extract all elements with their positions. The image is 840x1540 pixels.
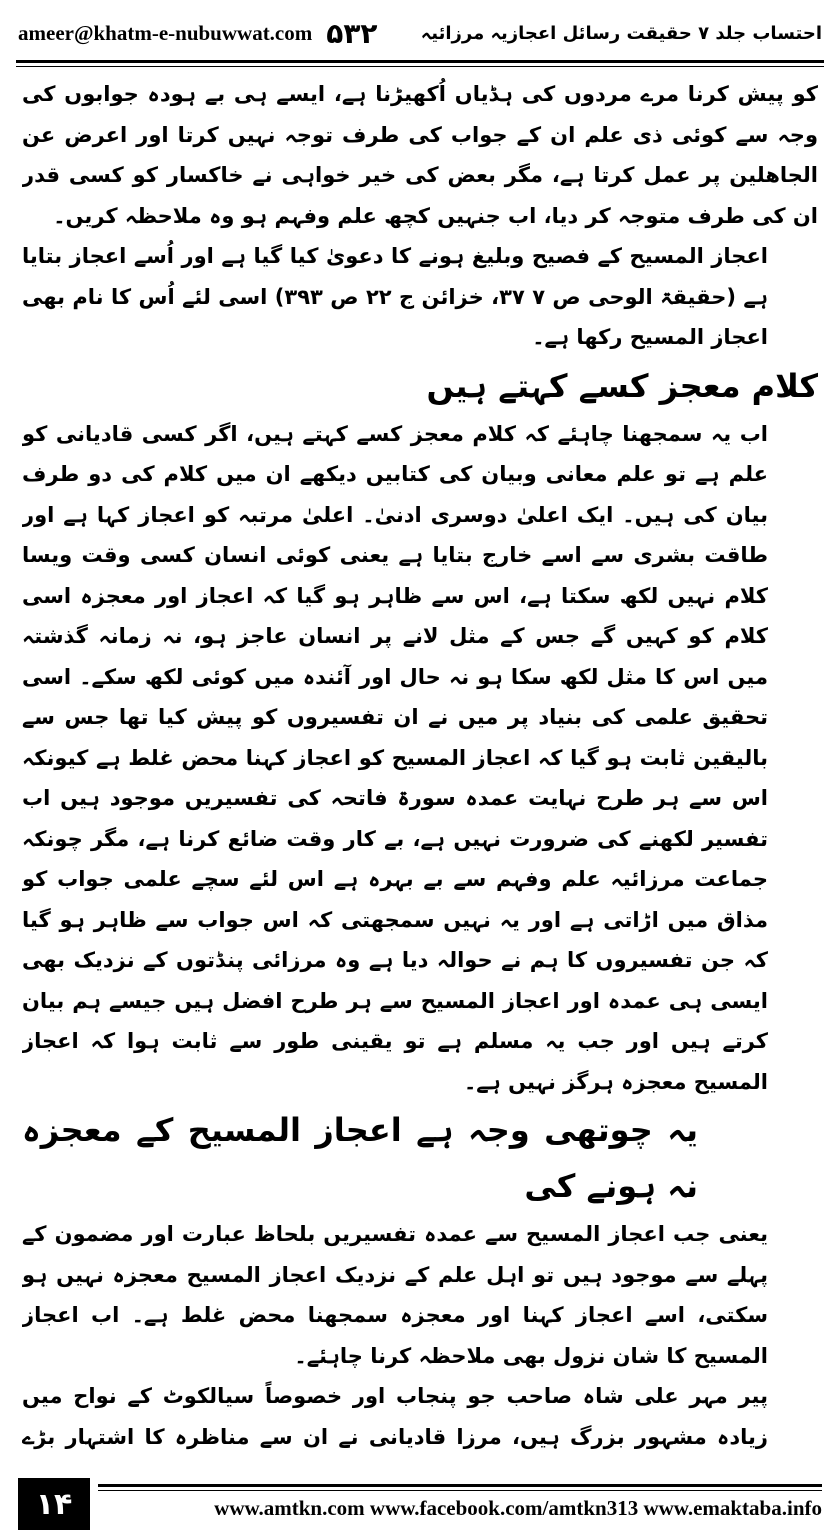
paragraph-2: اعجاز المسیح کے فصیح وبلیغ ہونے کا دعویٰ کیا گیا ہے اور اُسے اعجاز بتایا ہے (حقیقۃ الوحی ص ۷ ۳۷، خزائن ج ۲۲ ص ۳۹۳) اسی لئے اُس کا نام بھی اعجاز المسیح رکھا ہے۔ — [22, 244, 769, 349]
footer-rule-thin — [98, 1490, 822, 1491]
section-heading-1: کلام معجز کسے کہتے ہیں — [426, 366, 818, 405]
header-rule-thick — [16, 60, 824, 63]
footer-links[interactable]: www.amtkn.com www.facebook.com/amtkn313 www.emaktaba.info — [214, 1496, 822, 1520]
paragraph-4: یعنی جب اعجاز المسیح سے عمدہ تفسیریں بلحاظ عبارت اور مضمون کے پہلے سے موجود ہیں تو اہل علم کے نزدیک اعجاز المسیح معجزہ نہیں ہو سکتی، اسے اعجاز کہنا اور معجزہ سمجھنا محض غلط ہے۔ اب اعجاز المسیح کا شان نزول بھی ملاحظہ کرنا چاہئے۔ — [22, 1222, 768, 1368]
section-heading-2: یہ چوتھی وجہ ہے اعجاز المسیح کے معجزہ نہ ہونے کی — [22, 1111, 698, 1205]
page-footer — [18, 1478, 822, 1530]
header-email[interactable]: ameer@khatm-e-nubuwwat.com — [18, 20, 313, 45]
paragraph-3: اب یہ سمجھنا چاہئے کہ کلام معجز کسے کہتے ہیں، اگر کسی قادیانی کو علم ہے تو علم معانی وبیان کی کتابیں دیکھے ان میں کلام کی دو طرف بیان کی ہیں۔ ایک اعلیٰ دوسری ادنیٰ۔ اعلیٰ مرتبہ کو اعجاز کہا ہے اور طاقت بشری سے اسے خارج بتایا ہے یعنی کوئی انسان کسی وقت ویسا کلام نہیں لکھ سکتا ہے، اس سے ظاہر ہو گیا کہ اعجاز اور معجزہ اسی کلام کو کہیں گے جس کے مثل لانے پر انسان عاجز ہو، نہ زمانہ گذشتہ میں اس کا مثل لکھ سکا ہو نہ حال اور آئندہ میں کوئی لکھ سکے۔ اسی تحقیق علمی کی بنیاد پر میں نے ان تفسیروں کو پیش کیا تھا جس سے بالیقین ثابت ہو گیا کہ اعجاز المسیح کو اعجاز کہنا محض غلط ہے کیونکہ اس سے ہر طرح نہایت عمدہ سورۃ فاتحہ کی تفسیریں موجود ہیں اب تفسیر لکھنے کی ضرورت نہیں ہے، بے کار وقت ضائع کرنا ہے، مگر چونکہ جماعت مرزائیہ علم وفہم سے بے بہرہ ہے اس لئے سچے علمی جواب کو مذاق میں اڑاتی ہے اور یہ نہیں سمجھتی کہ اس جواب سے ظاہر ہو گیا کہ جن تفسیروں کا ہم نے حوالہ دیا ہے وہ مرزائی پنڈتوں کے نزدیک بھی ایسی ہی عمدہ اور اعجاز المسیح سے ہر طرح افضل ہیں جیسے ہم بیان کرتے ہیں اور جب یہ مسلم ہے تو یقینی طور سے ثابت ہوا کہ اعجاز المسیح معجزہ ہرگز نہیں ہے۔ — [22, 421, 768, 1094]
page-header — [18, 10, 822, 56]
header-rule-thin — [16, 66, 824, 67]
footer-serial: ۱۴ — [18, 1478, 90, 1530]
paragraph-1: کو پیش کرنا مرے مردوں کی ہڈیاں اُکھیڑنا ہے، ایسے ہی بے ہودہ جوابوں کی وجہ سے کوئی ذی علم ان کے جواب کی طرف توجہ نہیں کرتا اور اعرض عن الجاھلین پر عمل کرتا ہے، مگر بعض کی خیر خواہی نے خاکسار کو کسی قدر ان کی طرف متوجہ کر دیا، اب جنہیں کچھ علم وفہم ہو وہ ملاحظہ کریں۔ — [22, 82, 818, 228]
book-title: احتساب جلد ۷ حقیقت رسائل اعجازیہ مرزائیہ — [420, 22, 822, 44]
paragraph-5: پیر مہر علی شاہ صاحب جو پنجاب اور خصوصاً سیالکوٹ کے نواح میں زیادہ مشہور بزرگ ہیں، مرزا قادیانی نے ان سے مناظرہ کا اشتہار بڑے — [22, 1384, 768, 1449]
footer-rule-thick — [98, 1484, 822, 1487]
header-left — [18, 17, 378, 50]
page-number: ۵۳۲ — [326, 16, 378, 50]
page-body — [22, 74, 818, 1464]
